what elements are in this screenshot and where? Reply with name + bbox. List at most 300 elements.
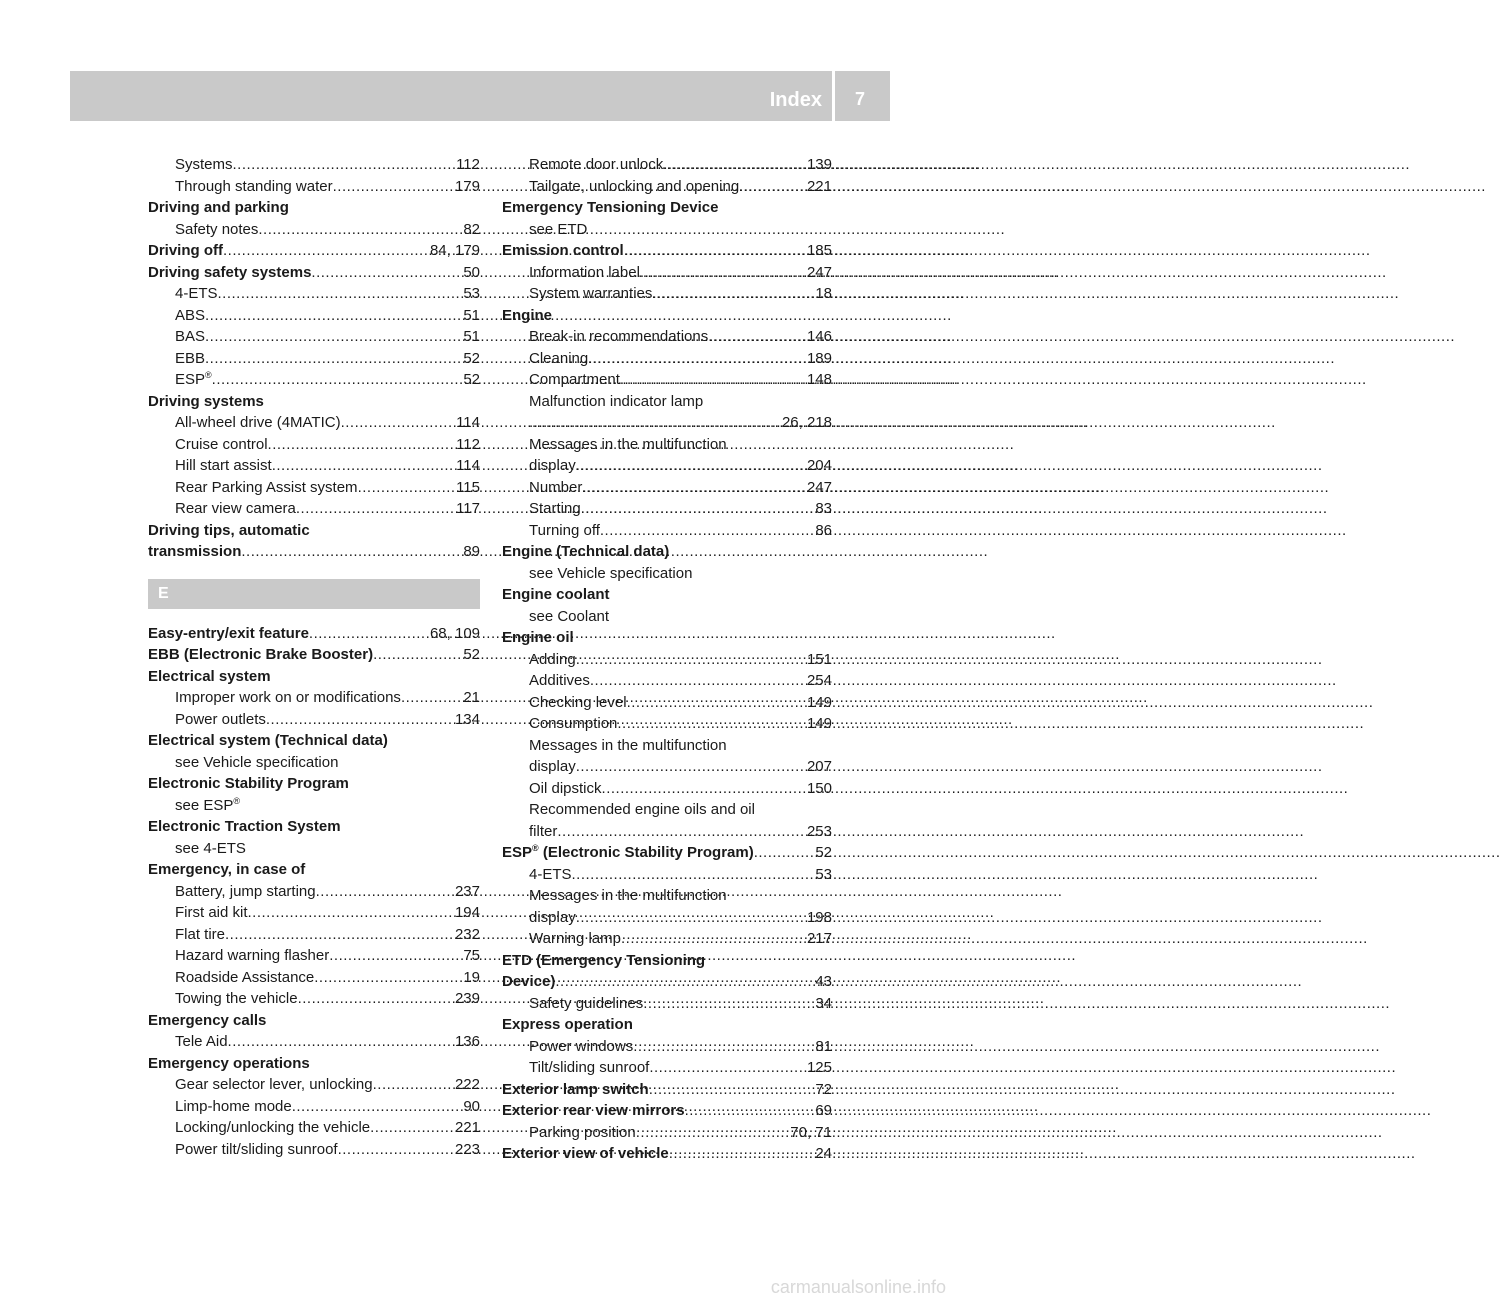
dot-leader [341,412,450,434]
dot-leader [685,1100,810,1122]
entry-text: Hill start assist [175,457,272,474]
index-subentry [502,649,832,671]
dot-leader [602,778,801,800]
dot-leader [373,1074,449,1096]
index-entry [148,520,480,542]
page-reference[interactable]: 253 [806,822,832,840]
entry-text: ETD (Emergency Tensioning [502,951,706,969]
entry-text: Parking position [529,1123,636,1141]
header-bar [70,71,832,121]
entry-text: Exterior rear view mirrors [502,1102,685,1119]
entry-text: System warranties [529,285,653,302]
entry-text: Messages in the multifunction [529,736,727,754]
registered-mark: ® [205,370,212,380]
page-reference[interactable]: 179 [454,177,480,195]
index-subentry [502,176,832,198]
entry-text: Cruise control [175,435,268,453]
entry-text: First aid kit [175,904,248,921]
page-reference[interactable]: 149 [806,693,832,711]
dot-leader [241,541,457,563]
page-reference[interactable]: 112 [456,156,480,173]
index-subentry [148,1117,480,1139]
index-entry [148,1010,480,1032]
entry-text: Remote door unlock [529,156,664,173]
index-entry [148,541,480,563]
dot-leader [640,262,801,284]
page-reference[interactable]: 217 [806,930,832,947]
entry-text: see 4-ETS [175,839,246,857]
entry-text: ABS [175,306,206,324]
dot-leader [401,687,457,709]
page-reference[interactable]: 194 [454,904,480,921]
entry-text: Systems [175,156,233,173]
entry-text: see ESP® [175,795,241,814]
index-subentry [502,219,832,241]
index-entry [502,197,832,219]
dot-leader [754,842,810,864]
entry-text: Tele Aid [175,1033,228,1050]
dot-leader [708,326,801,348]
page-number-box [835,71,890,121]
page-reference[interactable]: 207 [806,758,832,775]
page-reference[interactable]: 72 [815,1080,832,1098]
entry-text: Tailgate, unlocking and opening [529,177,740,195]
index-subentry [502,1122,832,1144]
page-reference[interactable]: 34 [815,994,832,1012]
entry-text: display [529,758,576,775]
page-reference[interactable]: 139 [806,156,832,173]
index-entry [502,950,832,972]
entry-text: Recommended engine oils and oil [529,801,755,818]
entry-text: Emission control [502,242,624,259]
index-subentry [148,1096,480,1118]
index-entry [148,773,480,795]
dot-leader [624,240,801,262]
index-subentry [148,348,480,370]
entry-text: Through standing water [175,177,333,195]
index-subentry [502,928,832,950]
index-subentry [502,670,832,692]
dot-leader [617,713,801,735]
dot-leader [329,945,457,967]
entry-text: Oil dipstick [529,779,602,797]
index-subentry [502,778,832,800]
entry-text: Warning lamp [529,930,621,947]
index-subentry [148,924,480,946]
dot-leader [218,283,458,305]
entry-text: Messages in the multifunction [529,435,727,453]
dot-leader [309,623,424,645]
dot-leader [212,369,458,391]
page-reference[interactable]: 112 [456,435,480,453]
page-reference[interactable]: 115 [456,478,480,496]
dot-leader [298,988,449,1010]
registered-mark: ® [532,843,539,853]
page-reference[interactable]: 247 [806,263,832,281]
dot-leader [576,649,801,671]
page-reference[interactable]: 247 [806,478,832,496]
dot-leader [223,240,424,262]
dot-leader [258,219,457,241]
entry-text: Rear Parking Assist system [175,478,358,496]
entry-text: ESP® (Electronic Stability Program) [502,843,754,861]
dot-leader [600,520,809,542]
entry-text: Emergency, in case of [148,861,306,878]
index-subentry [502,520,832,542]
index-subentry [148,709,480,731]
dot-leader [633,1036,809,1058]
page-reference[interactable]: 53 [815,865,832,883]
index-subentry [502,412,832,434]
index-entry [502,305,832,327]
index-subentry [502,348,832,370]
page-reference[interactable]: 221 [806,177,832,195]
entry-text: Roadside Assistance [175,968,315,986]
index-subentry [148,1031,480,1053]
page-reference[interactable]: 221 [454,1119,480,1136]
entry-text: Consumption [529,715,618,732]
index-subentry [502,262,832,284]
page-reference[interactable]: 239 [454,990,480,1007]
entry-text: Locking/unlocking the vehicle [175,1119,371,1136]
dot-leader [572,864,810,886]
section-header [148,579,480,609]
entry-text: Power windows [529,1037,634,1055]
entry-text: Gear selector lever, unlocking [175,1076,373,1093]
index-subentry [148,1139,480,1161]
index-subentry [502,735,832,757]
dot-leader [272,455,450,477]
entry-text: Driving off [148,242,223,259]
index-entry [148,1053,480,1075]
page-number: 7 [855,89,866,109]
index-subentry [502,885,832,907]
entry-text: Safety guidelines [529,994,644,1012]
entry-text: EBB (Electronic Brake Booster) [148,646,374,663]
index-entry [148,240,480,262]
index-subentry [148,902,480,924]
dot-leader [590,670,801,692]
index-subentry [148,283,480,305]
index-entry [148,730,480,752]
index-column-right [502,154,832,1165]
page-reference[interactable]: 83 [815,500,832,517]
dot-leader [652,283,809,305]
page-reference[interactable]: 114 [456,457,480,474]
index-subentry [148,967,480,989]
entry-text: Driving safety systems [148,263,312,281]
dot-leader [205,348,457,370]
index-subentry [502,713,832,735]
dot-leader [268,434,451,456]
index-subentry [148,219,480,241]
index-subentry [502,756,832,778]
page-reference[interactable]: 51 [463,306,480,324]
dot-leader [576,756,801,778]
index-subentry [148,455,480,477]
index-entry [148,262,480,284]
entry-text: 4-ETS [529,865,572,883]
index-subentry [502,283,832,305]
section-letter: E [158,584,169,602]
page-reference[interactable]: 151 [806,650,832,668]
page-reference[interactable]: 82 [463,220,480,238]
entry-text: display [529,908,576,926]
page-reference[interactable]: 185 [806,242,832,259]
page-reference[interactable]: 52 [815,844,832,861]
page-reference[interactable]: 198 [806,908,832,926]
index-entry [502,584,832,606]
dot-leader [588,348,801,370]
page-reference[interactable]: 223 [454,1140,480,1158]
index-subentry [148,176,480,198]
dot-leader [358,477,451,499]
page-reference[interactable]: 232 [454,925,480,943]
index-entry [502,1079,832,1101]
entry-text: Messages in the multifunction [529,887,727,904]
page-reference[interactable]: 51 [463,328,480,345]
index-subentry [148,412,480,434]
index-subentry [502,369,832,391]
index-entry [502,971,832,993]
index-entry [148,391,480,413]
index-subentry [502,326,832,348]
index-subentry [502,498,832,520]
page-reference[interactable]: 117 [456,500,480,517]
entry-text: Improper work on or modifications [175,689,401,706]
entry-text: Turning off [529,521,600,539]
page-reference[interactable]: 52 [463,371,480,388]
entry-text: Power tilt/sliding sunroof [175,1140,338,1158]
entry-text: Number [529,478,583,496]
entry-text: Towing the vehicle [175,990,298,1007]
page-reference[interactable]: 254 [806,672,832,689]
entry-text: Emergency operations [148,1054,310,1072]
entry-text: see Vehicle specification [175,753,339,771]
entry-text: Information label [529,263,640,281]
page-reference[interactable]: 222 [454,1076,480,1093]
page-reference[interactable]: 69 [815,1102,832,1119]
page-reference[interactable]: 52 [463,349,480,367]
dot-leader [643,993,809,1015]
entry-text: display [529,457,576,474]
page-reference[interactable]: 146 [806,328,832,345]
dot-leader [581,498,810,520]
index-subentry [502,907,832,929]
entry-text: Tilt/sliding sunroof [529,1059,650,1076]
entry-text: Cleaning [529,349,589,367]
entry-text: Device) [502,973,556,990]
entry-text: see Vehicle specification [529,564,693,582]
index-entry [148,859,480,881]
entry-text: EBB [175,349,206,367]
index-subentry [502,477,832,499]
dot-leader [296,498,450,520]
entry-text: Engine oil [502,629,574,646]
index-subentry [502,563,832,585]
page-reference[interactable]: 75 [463,947,480,964]
index-subentry [502,821,832,843]
page-reference[interactable]: 114 [456,414,480,431]
entry-text: Hazard warning flasher [175,947,330,964]
page-reference[interactable]: 125 [806,1059,832,1076]
dot-leader [205,326,457,348]
entry-text: see Coolant [529,607,610,625]
entry-text: Additives [529,672,590,689]
index-subentry [502,391,832,413]
page-reference[interactable]: 43 [815,973,832,990]
dot-leader [582,477,801,499]
entry-text: Power outlets [175,710,266,728]
page-reference[interactable]: 86 [815,521,832,539]
entry-text: Checking level [529,693,627,711]
entry-text: Electronic Stability Program [148,775,349,792]
dot-leader [627,692,801,714]
index-entry [148,644,480,666]
index-subentry [502,606,832,628]
entry-text: Easy-entry/exit feature [148,624,309,642]
index-subentry [148,498,480,520]
page-reference[interactable]: 150 [806,779,832,797]
page-reference[interactable]: 81 [815,1037,832,1055]
entry-text: Compartment [529,371,620,388]
page-reference[interactable]: 68, 109 [429,624,480,642]
dot-leader [338,1139,449,1161]
index-subentry [148,305,480,327]
entry-text: Driving systems [148,392,264,410]
dot-leader [248,902,449,924]
index-entry [502,240,832,262]
page-reference[interactable]: 90 [463,1097,480,1115]
page-reference[interactable]: 149 [806,715,832,732]
dot-leader [576,455,801,477]
dot-leader [228,1031,449,1053]
entry-text: ESP® [175,370,212,388]
page-reference[interactable]: 84, 179 [429,242,480,259]
page-reference[interactable]: 52 [463,646,480,663]
entry-text: Break-in recommendations [529,328,709,345]
dot-leader [636,1122,785,1144]
dot-leader [373,644,457,666]
index-subentry [148,795,480,817]
page-reference[interactable]: 148 [806,371,832,388]
dot-leader [576,907,801,929]
index-subentry [148,752,480,774]
page-reference[interactable]: 26, 218 [781,414,832,431]
entry-text: Driving tips, automatic [148,521,310,539]
index-subentry [148,838,480,860]
page-reference[interactable]: 237 [454,882,480,900]
header-title: Index [769,89,822,111]
dot-leader [621,928,801,950]
page-reference[interactable]: 53 [463,285,480,302]
dot-leader [225,924,449,946]
dot-leader [649,1057,801,1079]
dot-leader [663,154,801,176]
entry-text: Exterior view of vehicle [502,1145,669,1162]
entry-text: Exterior lamp switch [502,1080,649,1098]
dot-leader [316,881,449,903]
entry-text: Electrical system [148,667,271,685]
dot-leader [555,971,809,993]
dot-leader [529,412,776,434]
entry-text: Adding [529,650,576,668]
entry-text: Electrical system (Technical data) [148,732,388,749]
page-reference[interactable]: 21 [463,689,480,706]
page-reference[interactable]: 50 [463,263,480,281]
registered-mark: ® [233,795,241,806]
entry-text: Safety notes [175,220,259,238]
entry-text: Emergency Tensioning Device [502,199,719,216]
page-reference[interactable]: 136 [454,1033,480,1050]
watermark: carmanualsonline.info [770,1277,946,1297]
dot-leader [649,1079,810,1101]
entry-text: Flat tire [175,925,226,943]
entry-text: Battery, jump starting [175,882,316,900]
index-entry [502,1014,832,1036]
entry-text: Electronic Traction System [148,818,341,835]
index-subentry [148,326,480,348]
index-subentry [502,993,832,1015]
index-entry [502,1143,832,1165]
index-subentry [148,988,480,1010]
index-subentry [148,945,480,967]
index-subentry [502,154,832,176]
index-subentry [148,369,480,391]
dot-leader [233,154,451,176]
index-subentry [148,1074,480,1096]
dot-leader [620,369,801,391]
entry-text: transmission [148,543,242,560]
dot-leader [333,176,449,198]
entry-text: Express operation [502,1016,633,1033]
index-entry [502,1100,832,1122]
index-subentry [502,1036,832,1058]
page-reference[interactable]: 70, 71 [790,1123,832,1141]
page-reference[interactable]: 18 [815,285,832,302]
entry-text: Limp-home mode [175,1097,292,1115]
page-reference[interactable]: 204 [806,457,832,474]
entry-text: Engine coolant [502,586,610,603]
dot-leader [557,821,801,843]
page-reference[interactable]: 19 [463,968,480,986]
page-reference[interactable]: 24 [815,1145,832,1162]
page-reference[interactable]: 189 [806,349,832,367]
index-entry [502,842,832,864]
entry-text: Malfunction indicator lamp [529,392,704,410]
index-entry [148,623,480,645]
index-subentry [502,1057,832,1079]
page-reference[interactable]: 89 [463,543,480,560]
index-subentry [502,864,832,886]
entry-text: Starting [529,500,581,517]
dot-leader [739,176,801,198]
index-subentry [502,692,832,714]
index-subentry [502,434,832,456]
entry-text: Rear view camera [175,500,296,517]
index-entry [148,666,480,688]
dot-leader [669,1143,810,1165]
dot-leader [311,262,457,284]
page-reference[interactable]: 134 [454,710,480,728]
entry-text: 4-ETS [175,285,218,302]
index-subentry [148,881,480,903]
entry-text: Driving and parking [148,199,289,216]
index-subentry [148,477,480,499]
index-subentry [502,455,832,477]
index-column-left [148,154,480,1160]
index-entry [148,197,480,219]
